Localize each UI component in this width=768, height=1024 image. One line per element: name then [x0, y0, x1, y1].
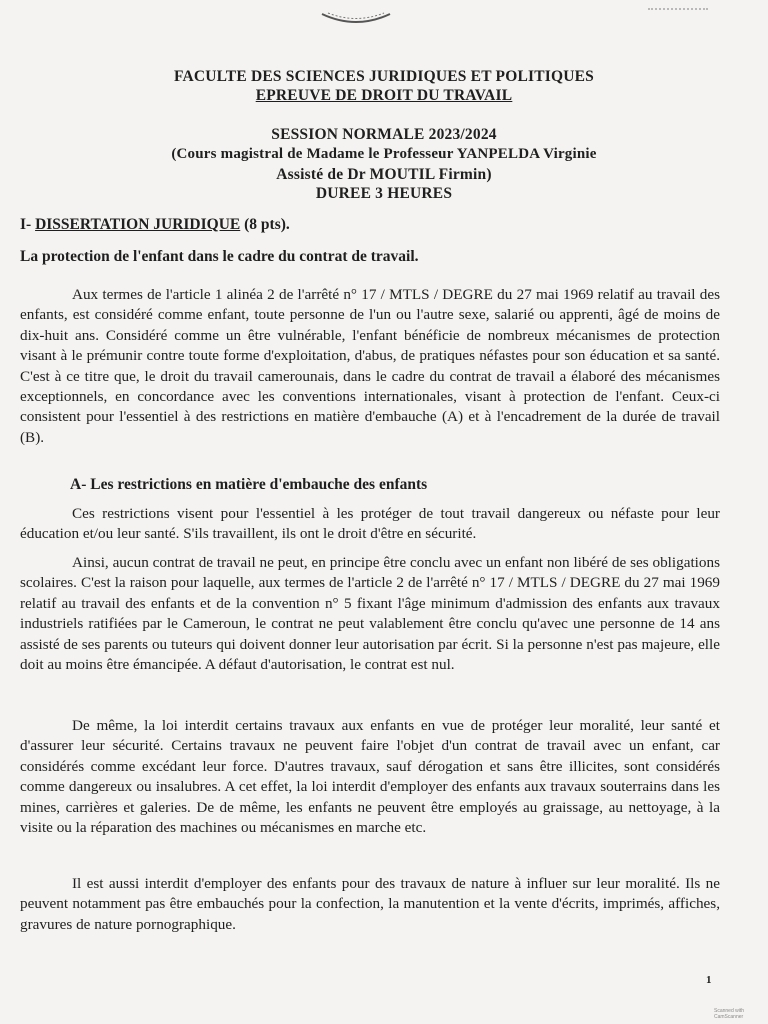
section-title: DISSERTATION JURIDIQUE — [35, 216, 241, 233]
scanner-watermark: Scanned with CamScanner — [714, 1008, 745, 1020]
paragraph-3: De même, la loi interdit certains travaux aux enfants en vue de protéger leur moralité, leur santé et d'assurer leur sécurité. Certains travaux ne peuvent faire l'objet d'un contrat de travail avec un enfant, car considérés comme excédant leur force. D'autres travaux, sauf dérogation et sans être illicites, sont considérés comme dangereux ou insalubres. A cet effet, la loi interdit d'employer des enfants aux travaux souterrains dans les mines, carrières et galeries. De de même, les enfants ne peuvent être employés au graissage, au nettoyage, à la visite ou la réparation des machines ou mécanismes en marche etc. — [20, 717, 720, 837]
session-title: SESSION NORMALE 2023/2024 — [271, 126, 497, 143]
duration-line: DUREE 3 HEURES — [315, 185, 453, 202]
seal-stamp — [318, 8, 394, 26]
corner-mark — [648, 8, 708, 16]
section-points: (8 pts). — [244, 216, 290, 233]
dissertation-subject: La protection de l'enfant dans le cadre du contrat de travail. — [20, 248, 419, 265]
section-heading — [20, 216, 290, 234]
section-number: I- — [20, 216, 32, 233]
page-number: 1 — [706, 974, 712, 986]
paragraph-1: Ces restrictions visent pour l'essentiel à les protéger de tout travail dangereux ou néfaste pour leur éducation et/ou leur santé. S'ils travaillent, ils ont le droit d'être en sécurité. — [20, 505, 720, 543]
assistant-line: Assisté de Dr MOUTIL Firmin) — [276, 166, 492, 183]
exam-title: EPREUVE DE DROIT DU TRAVAIL — [255, 87, 513, 104]
faculty-title: FACULTE DES SCIENCES JURIDIQUES ET POLITIQUES — [173, 68, 595, 85]
intro-paragraph: Aux termes de l'article 1 alinéa 2 de l'arrêté n° 17 / MTLS / DEGRE du 27 mai 1969 relatif au travail des enfants, est considéré comme enfant, toute personne de l'un ou l'autre sexe, salarié ou apprenti, âgé de moins de dix-huit ans. Considéré comme un être vulnérable, l'enfant bénéficie de nombreux mécanismes de protection visant à le prémunir contre toute forme d'exploitation, d'abus, de pratiques néfastes pour son éducation et sa santé. C'est à ce titre que, le droit du travail camerounais, dans le cadre du contrat de travail a élaboré des mécanismes exceptionnels, en concordance avec les conventions internationales, visant à protection de l'enfant. Ceux-ci consistent pour l'essentiel à des restrictions en matière d'embauche (A) et à l'encadrement de la durée de travail (B). — [20, 286, 720, 446]
paragraph-2: Ainsi, aucun contrat de travail ne peut, en principe être conclu avec un enfant non libéré de ses obligations scolaires. C'est la raison pour laquelle, aux termes de l'article 2 de l'arrêté n° 17 / MTLS / DEGRE du 27 mai 1969 relatif au travail des enfants et de la convention n° 5 fixant l'âge minimum d'admission des enfants aux travaux industriels ratifiées par le Cameroun, le contrat ne peut valablement être conclu qu'avec une personne de 14 ans assisté de ses parents ou tuteurs qui doivent donner leur autorisation par écrit. Si la personne n'est pas majeure, elle doit au moins être émancipée. A défaut d'autorisation, le contrat est nul. — [20, 554, 720, 674]
course-line: (Cours magistral de Madame le Professeur YANPELDA Virginie — [171, 146, 597, 162]
paragraph-4: Il est aussi interdit d'employer des enfants pour des travaux de nature à influer sur leur moralité. Ils ne peuvent notamment pas être embauchés pour la confection, la manutention et la vente d'écrits, imprimés, affiches, gravures de nature pornographique. — [20, 875, 720, 933]
subsection-a-heading: A- Les restrictions en matière d'embauche des enfants — [70, 476, 428, 493]
